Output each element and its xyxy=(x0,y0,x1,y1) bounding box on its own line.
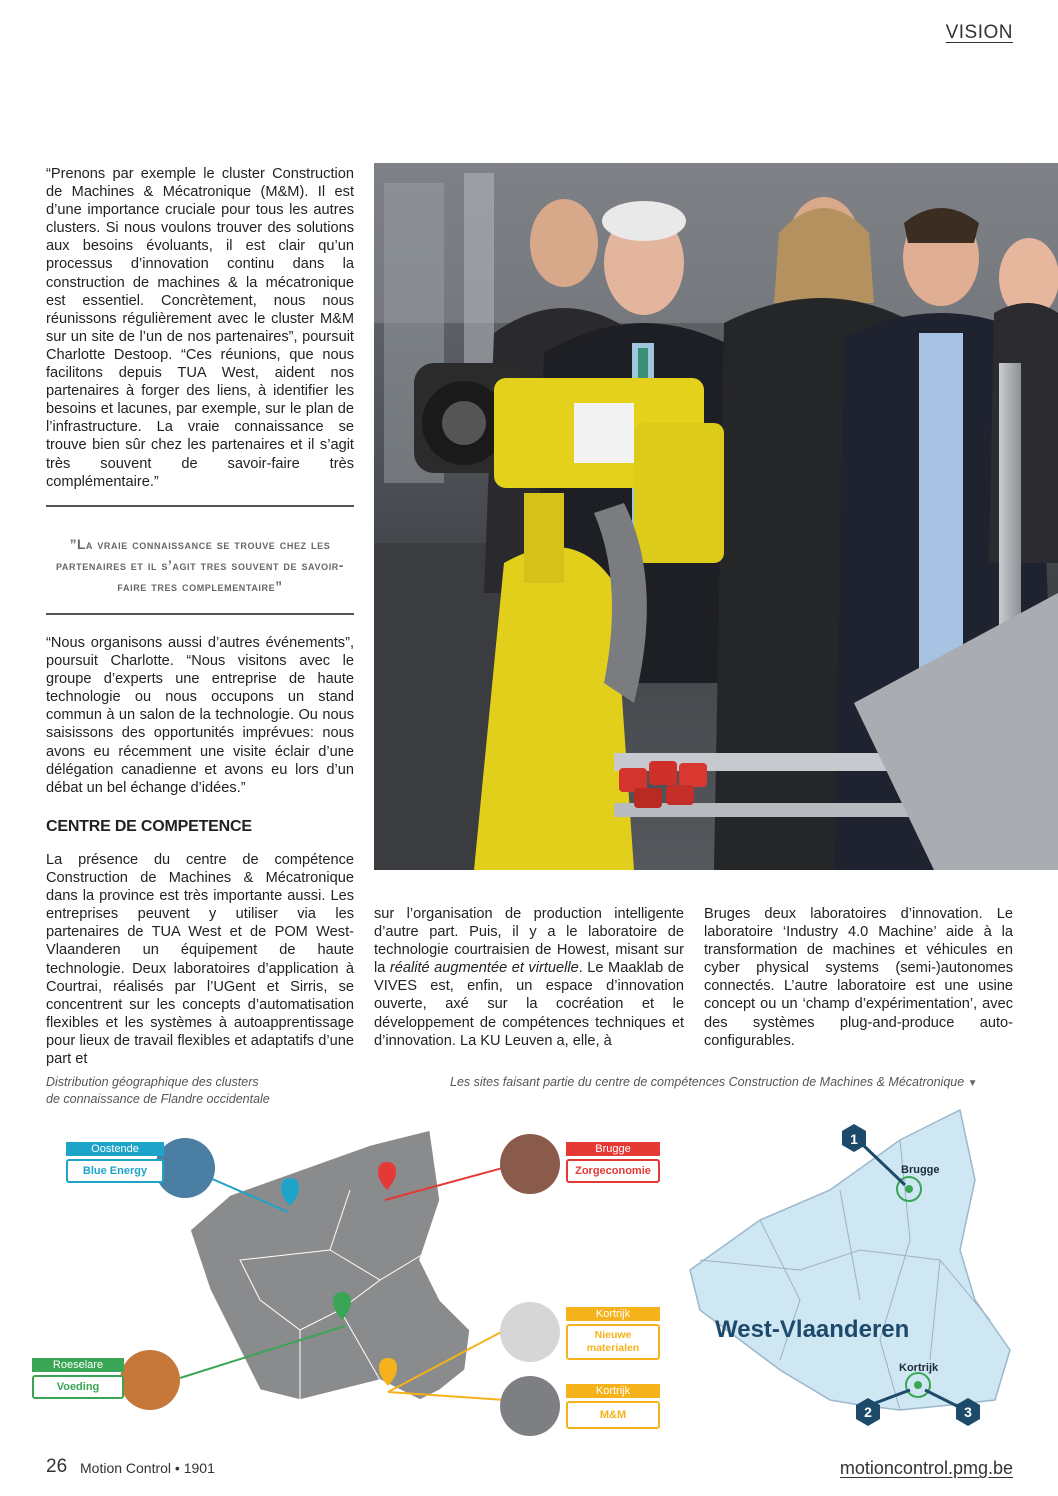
label-brugge xyxy=(566,1142,660,1183)
label-city: Brugge xyxy=(566,1142,660,1156)
pull-quote: ”La vraie connaissance se trouve chez les partenaires et il s’agit tres souvent de savoir-faire tres complementaire” xyxy=(56,537,344,594)
quote-rule-top xyxy=(46,505,354,507)
section-heading: CENTRE DE COMPETENCE xyxy=(46,818,252,835)
maps-figure xyxy=(0,1100,1058,1450)
quote-rule-bottom xyxy=(46,613,354,615)
magazine-issue: Motion Control • 1901 xyxy=(80,1460,215,1476)
website-link[interactable]: motioncontrol.pmg.be xyxy=(839,1458,1013,1478)
photo-circle-roeselare xyxy=(120,1350,180,1410)
section-tag: VISION xyxy=(945,22,1013,43)
photo-circle-kortrijk-2 xyxy=(500,1376,560,1436)
paragraph-labs-b: . Le Maaklab de VIVES est, enfin, un espace d’innovation ouverte, axé sur la cocréation et le développement de compétences techniques et d’innovation. La KU Leuven a, elle, à xyxy=(374,960,684,1049)
label-city: Kortrijk xyxy=(566,1384,660,1398)
photo-circle-kortrijk-1 xyxy=(500,1302,560,1362)
label-city: Kortrijk xyxy=(566,1307,660,1321)
label-cluster: Blue Energy xyxy=(66,1159,164,1183)
paragraph-intro: “Prenons par exemple le cluster Construction de Machines & Mécatronique (M&M). Il est d’une importance cruciale pour tous les autres clusters. Si nous voulons trouver des solutions aux besoins évoluants, il est clair qu’un processus d’innovation continu dans la construction de machines & la mécatronique est essentiel. Concrètement, nous nous réunissons régulièrement avec le cluster M&M sur un site de l’un de nos partenaires”, poursuit Charlotte Destoop. “Ces réunions, que nous facilitons depuis TUA West, aident nos partenaires à forger des liens, à identifier les besoins et lacunes, par exemple, sur le plan de l’infrastructure. La vraie connaissance se trouve bien sûr chez les partenaires et il s’agit très souvent de savoir-faire très complémentaire.” xyxy=(46,166,354,490)
province-name: West-Vlaanderen xyxy=(715,1316,910,1343)
paragraph-labs-a: sur l’organisation de production intelligente d’autre part. Puis, il y a le laboratoire de technologie courtraisien de Howest, misant sur la xyxy=(374,906,684,977)
label-roeselare xyxy=(32,1358,124,1399)
caret-down-icon: ▼ xyxy=(967,1078,978,1089)
label-city: Oostende xyxy=(66,1142,164,1156)
paragraph-centre: La présence du centre de compétence Construction de Machines & Mécatronique dans la province est très importante aussi. Les entreprises peuvent y utiliser via les partenaires de TUA West et de POM West-Vlaanderen un équipement de haute technologie. Deux laboratoires d’application à Courtrai, réalisés par l’UGent et Sirris, se concentrent sur les concepts d’automatisation flexibles et les systèmes à autoapprentissage pour lieux de travail flexibles et adaptatifs d’une part et xyxy=(46,852,354,1068)
marker-1-label: 1 xyxy=(850,1131,858,1147)
label-kortrijk-materials xyxy=(566,1307,660,1360)
paragraph-labs xyxy=(374,905,684,1050)
label-cluster: Voeding xyxy=(32,1375,124,1399)
city-kortrijk: Kortrijk xyxy=(899,1362,939,1374)
label-cluster: M&M xyxy=(566,1401,660,1429)
caption-right xyxy=(450,1074,978,1092)
photo-circle-oostende xyxy=(155,1138,215,1198)
paragraph-bruges: Bruges deux laboratoires d’innovation. Le laboratoire ‘Industry 4.0 Machine’ aide à la transformation de machines et véhicules en cyber physical systems (semi-)autonomes connectés. L’autre laboratoire est une usine concept ou un ‘champ d’expérimentation’, avec des systèmes plug-and-produce auto-configurables. xyxy=(704,906,1013,1049)
paragraph-events: “Nous organisons aussi d’autres événements”, poursuit Charlotte. “Nous visitons avec le groupe d’experts une entreprise de haute technologie ou nous occupons un stand commun à un salon de la technologie. Ou nous saisissons des opportunités imprévues: nous avons eu récemment une visite éclair d’une délégation canadienne et avons eu lors d’un débat un bel échange d’idées.” xyxy=(46,635,354,796)
photo-circle-brugge xyxy=(500,1134,560,1194)
marker-2-label: 2 xyxy=(864,1404,872,1420)
label-cluster: Nieuwe materialen xyxy=(566,1324,660,1360)
team-photo xyxy=(374,163,1058,870)
caption-left-line1: Distribution géographique des clusters xyxy=(46,1075,259,1089)
label-city: Roeselare xyxy=(32,1358,124,1372)
paragraph-labs-em: réalité augmentée et virtuelle xyxy=(389,960,579,977)
right-map xyxy=(690,1110,1010,1426)
label-kortrijk-mm xyxy=(566,1384,660,1429)
caption-left-line2: de connaissance de Flandre occidentale xyxy=(46,1092,270,1106)
label-cluster: Zorgeconomie xyxy=(566,1159,660,1183)
marker-3-label: 3 xyxy=(964,1404,972,1420)
caption-right-text: Les sites faisant partie du centre de compétences Construction de Machines & Mécatronique xyxy=(450,1075,965,1089)
left-map xyxy=(120,1130,560,1436)
label-oostende xyxy=(66,1142,164,1183)
page-number: 26 xyxy=(46,1456,68,1477)
city-brugge: Brugge xyxy=(901,1164,940,1176)
